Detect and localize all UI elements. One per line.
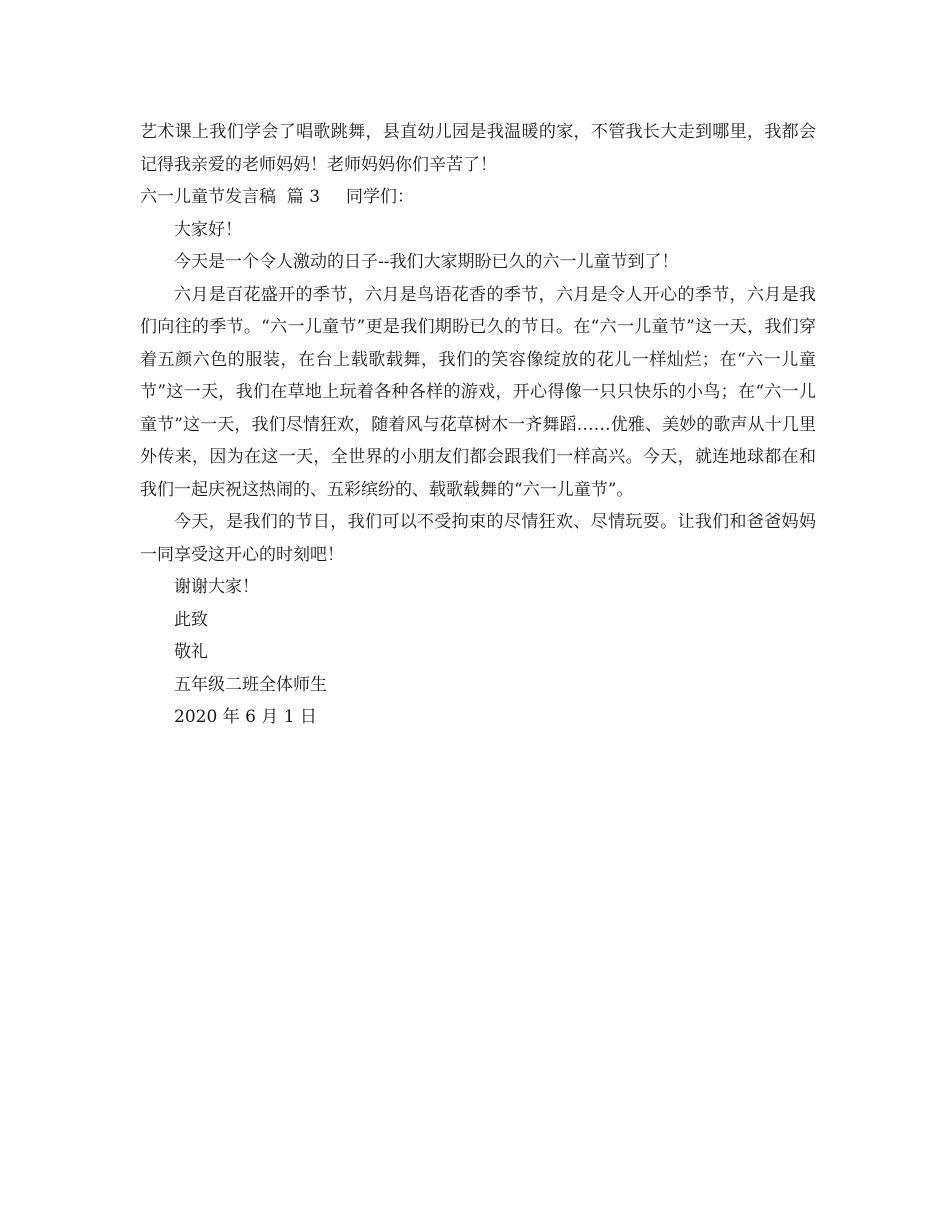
document-page (140, 116, 816, 734)
intro-paragraph: 艺术课上我们学会了唱歌跳舞，县直幼儿园是我温暖的家，不管我长大走到哪里，我都会记得我亲爱的老师妈妈！老师妈妈你们辛苦了！ (140, 122, 816, 175)
section-heading-line (140, 181, 816, 214)
greeting: 大家好！ (174, 219, 242, 240)
closing-signature: 五年级二班全体师生 (174, 674, 327, 695)
closing-jing-li: 敬礼 (174, 642, 208, 662)
salutation: 同学们： (346, 187, 415, 207)
closing-date: 2020 年 6 月 1 日 (174, 707, 317, 727)
paragraph-1: 今天是一个令人激动的日子--我们大家期盼已久的六一儿童节到了！ (174, 252, 679, 272)
closing-ci-zhi: 此致 (174, 609, 208, 630)
closing-thanks: 谢谢大家！ (174, 577, 259, 597)
paragraph-2: 六月是百花盛开的季节，六月是鸟语花香的季节，六月是令人开心的季节，六月是我们向往的季节。“六一儿童节”更是我们期盼已久的节日。在“六一儿童节”这一天，我们穿着五颜六色的服装，在台上载歌载舞，我们的笑容像绽放的花儿一样灿烂；在“六一儿童节”这一天，我们在草地上玩着各种各样的游戏，开心得像一只只快乐的小鸟；在“六一儿童节”这一天，我们尽情狂欢，随着风与花草树木一齐舞蹈……优雅、美妙的歌声从十几里外传来，因为在这一天，全世界的小朋友们都会跟我们一样高兴。今天，就连地球都在和我们一起庆祝这热闹的、五彩缤纷的、载歌载舞的“六一儿童节”。 (140, 284, 816, 500)
section-heading: 六一儿童节发言稿 篇 3 (140, 187, 321, 207)
paragraph-3: 今天，是我们的节日，我们可以不受拘束的尽情狂欢、尽情玩耍。让我们和爸爸妈妈一同享受这开心的时刻吧！ (140, 512, 816, 565)
